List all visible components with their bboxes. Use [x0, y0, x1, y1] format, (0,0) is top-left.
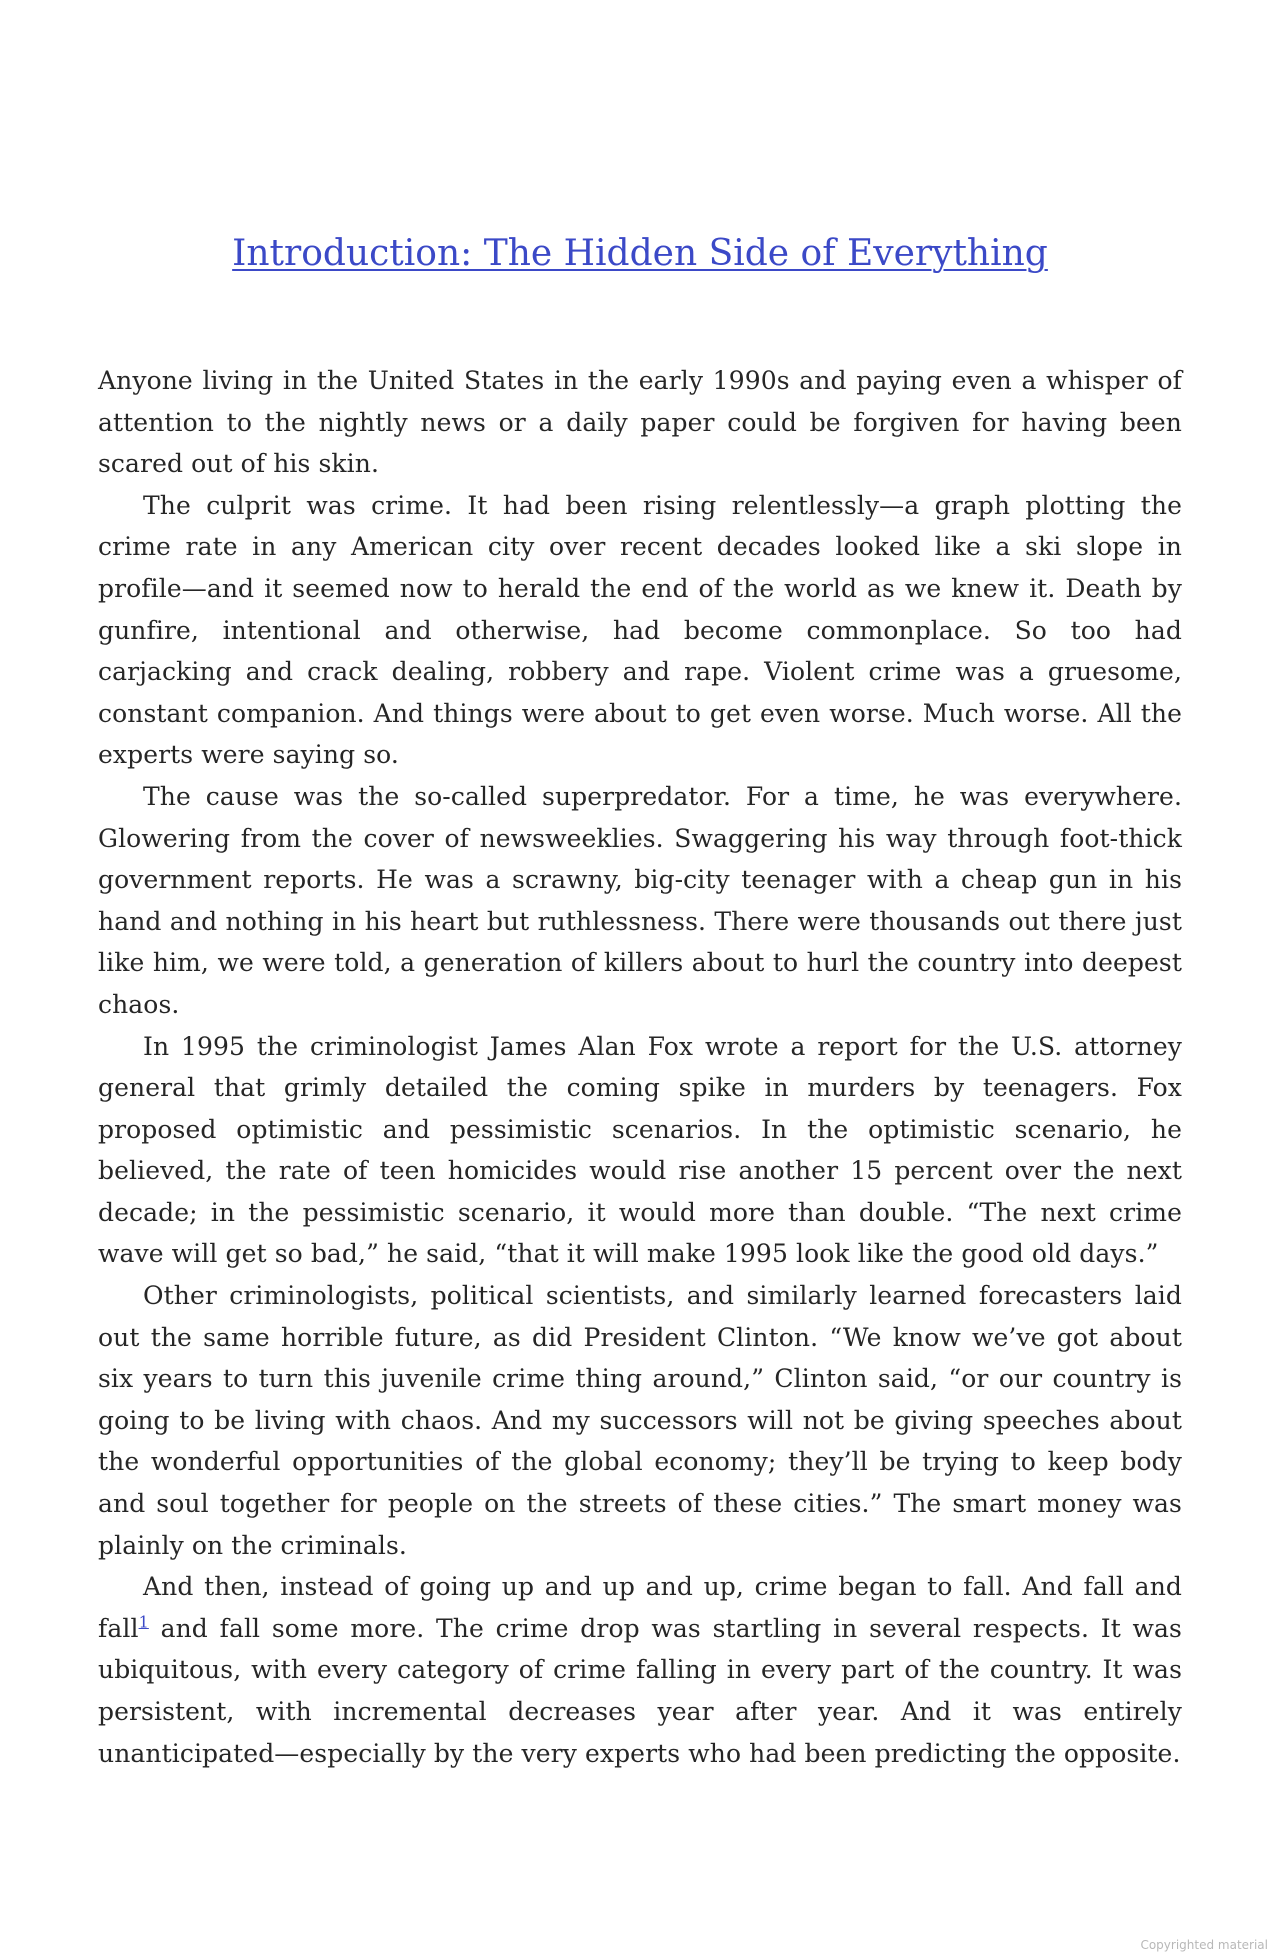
paragraph-2: The culprit was crime. It had been rising relentlessly—a graph plotting the crime rate in any American city over recent decades looked like a ski slope in profile—and it seemed now to herald the end of the world as we knew it. Death by gunfire, intentional and otherwise, had become commonplace. So too had carjacking and crack dealing, robbery and rape. Violent crime was a gruesome, constant companion. And things were about to get even worse. Much worse. All the experts were saying so.: [98, 490, 1182, 770]
chapter-title: [0, 228, 1280, 280]
paragraph-3: The cause was the so-called superpredator. For a time, he was everywhere. Glowering from the cover of newsweeklies. Swaggering his way through foot-thick government reports. He was a scrawny, big-city teenager with a cheap gun in his hand and nothing in his heart but ruthlessness. There were thousands out there just like him, we were told, a generation of killers about to hurl the country into deepest chaos.: [98, 781, 1182, 1019]
chapter-title-link[interactable]: Introduction: The Hidden Side of Everything: [232, 233, 1048, 274]
paragraph-6-start: And then, instead of going up and up and up, crime began to fall. And fall and fall: [98, 1572, 1182, 1643]
paragraph-6-end: and fall some more. The crime drop was startling in several respects. It was ubiquitous, with every category of crime falling in every part of the country. It was persistent, with incremental decreases year after year. And it was entirely unanticipated—especially by the very experts who had been predicting the opposite.: [98, 1613, 1182, 1768]
paragraph-4: In 1995 the criminologist James Alan Fox wrote a report for the U.S. attorney general that grimly detailed the coming spike in murders by teenagers. Fox proposed optimistic and pessimistic scenarios. In the optimistic scenario, he believed, the rate of teen homicides would rise another 15 percent over the next decade; in the pessimistic scenario, it would more than double. “The next crime wave will get so bad,” he said, “that it will make 1995 look like the good old days.”: [98, 1031, 1182, 1269]
footnote-link[interactable]: 1: [138, 1612, 149, 1632]
copyright-watermark: Copyrighted material: [1140, 1938, 1268, 1952]
paragraph-5: Other criminologists, political scientists, and similarly learned forecasters laid out the same horrible future, as did President Clinton. “We know we’ve got about six years to turn this juvenile crime thing around,” Clinton said, “or our country is going to be living with chaos. And my successors will not be giving speeches about the wonderful opportunities of the global economy; they’ll be trying to keep body and soul together for people on the streets of these cities.” The smart money was plainly on the criminals.: [98, 1281, 1182, 1560]
paragraph-6: [98, 1566, 1182, 1774]
paragraph-1: Anyone living in the United States in the early 1990s and paying even a whisper of attention to the nightly news or a daily paper could be forgiven for having been scared out of his skin.: [98, 366, 1182, 479]
body-text: [98, 360, 1182, 1774]
